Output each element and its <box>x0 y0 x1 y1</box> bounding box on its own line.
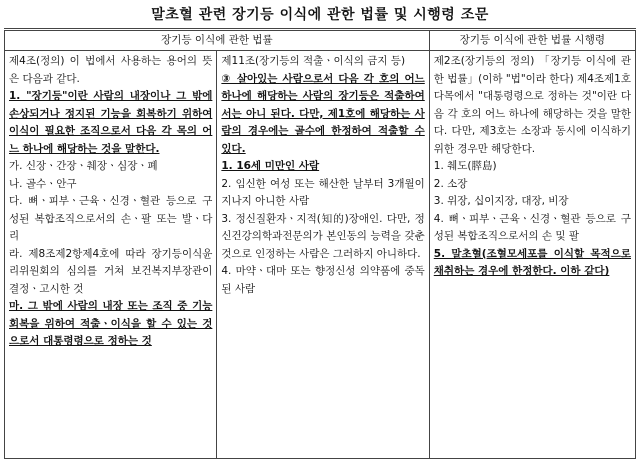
item-ra: 라. 제8조제2항제4호에 따라 장기등이식윤리위원회의 심의를 거쳐 보건복지부장관이 결정ㆍ고시한 것 <box>9 247 213 295</box>
decree-item-2: 2. 소장 <box>433 177 468 190</box>
decree-article-2-cell <box>429 51 635 459</box>
item-ga: 가. 신장ㆍ간장ㆍ췌장ㆍ심장ㆍ폐 <box>9 160 158 172</box>
clause-3-item-3: 3. 정신질환자ㆍ지적(知的)장애인. 다만, 정신건강의학과전문의가 본인동의 능력을 갖춘 것으로 인정하는 사람은 그러하지 아니하다. <box>221 212 425 260</box>
law-comparison-table <box>4 28 636 459</box>
item-ma: 마. 그 밖에 사람의 내장 또는 조직 중 기능회복을 위하여 적출ㆍ이식을 할 수 있는 것으로서 대통령령으로 정하는 것 <box>9 300 213 347</box>
decree-item-5: 5. 말초혈(조혈모세포를 이식할 목적으로 채취하는 경우에 한정한다. 이하 같다) <box>433 247 631 277</box>
article-4-intro: 제4조(정의) 이 법에서 사용하는 용어의 뜻은 다음과 같다. <box>9 55 213 85</box>
law-article-11-cell <box>217 51 429 459</box>
article-11-clause-3: ③ 살아있는 사람으로서 다음 각 호의 어느 하나에 해당하는 사람의 장기등은 적출하여서는 아니 된다. 다만, 제1호에 해당하는 사람의 경우에는 골수에 한정하여 적출할 수 있다. <box>221 72 425 155</box>
decree-item-3: 3. 위장, 십이지장, 대장, 비장 <box>433 195 569 207</box>
document-title: 말초혈 관련 장기등 이식에 관한 법률 및 시행령 조문 <box>151 7 489 23</box>
law-article-4-cell <box>5 51 217 459</box>
article-11-intro: 제11조(장기등의 적출ㆍ이식의 금지 등) <box>221 55 406 67</box>
clause-3-item-1: 1. 16세 미만인 사람 <box>221 160 320 172</box>
decree-article-2-intro: 제2조(장기등의 정의) 「장기등 이식에 관한 법률」(이하 "법"이라 한다) 제4조제1호다목에서 "대통령령으로 정하는 것"이란 다음 각 호의 어느 하나에 해당하는 것을 말한다. 다만, 제3호는 소장과 동시에 이식하기 위한 경우만 해당한다. <box>433 55 631 155</box>
decree-item-1: 1. 췌도(膵島) <box>433 160 497 172</box>
header-decree: 장기등 이식에 관한 법률 시행령 <box>429 30 635 51</box>
item-da: 다. 뼈ㆍ피부ㆍ근육ㆍ신경ㆍ혈관 등으로 구성된 복합조직으로서의 손ㆍ팔 또는 발ㆍ다리 <box>9 195 213 242</box>
decree-item-4: 4. 뼈ㆍ피부ㆍ근육ㆍ신경ㆍ혈관 등으로 구성된 복합조직으로서의 손 및 팔 <box>433 212 631 242</box>
clause-3-item-2: 2. 임신한 여성 또는 해산한 날부터 3개월이 지나지 아니한 사람 <box>221 177 425 207</box>
header-law: 장기등 이식에 관한 법률 <box>5 30 430 51</box>
item-na: 나. 골수ㆍ안구 <box>9 177 77 190</box>
article-4-item-1: 1. "장기등"이란 사람의 내장이나 그 밖에 손상되거나 정지된 기능을 회복하기 위하여 이식이 필요한 조직으로서 다음 각 목의 어느 하나에 해당하는 것을 말한다. <box>9 90 213 155</box>
clause-3-item-4: 4. 마약ㆍ대마 또는 향정신성 의약품에 중독된 사람 <box>221 265 425 295</box>
